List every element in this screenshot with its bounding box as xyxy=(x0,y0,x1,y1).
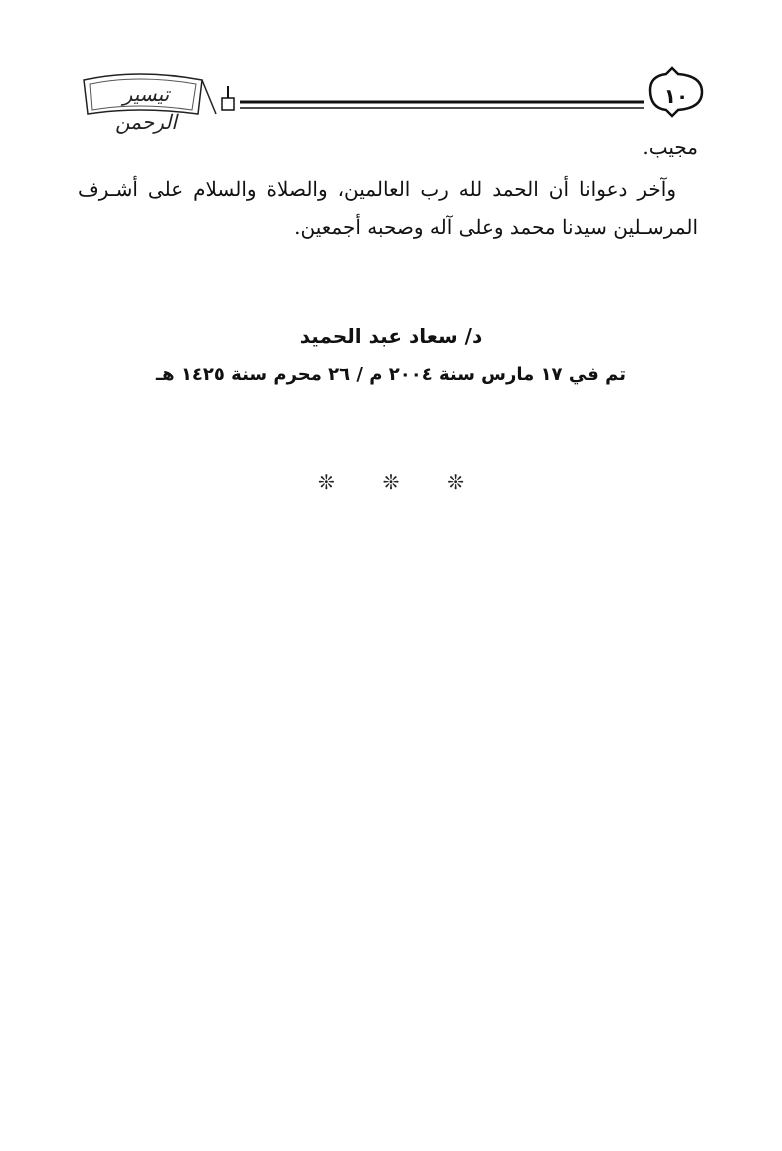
author-signature: د/ سعاد عبد الحميد xyxy=(299,324,483,348)
paragraph-closing-prayer: وآخر دعوانا أن الحمد لله رب العالمين، والصلاة والسلام على أشـرف المرسـلين سيدنا محمد وعلى آله وصحبه أجمعين. xyxy=(78,177,698,239)
book-title: تيسير الرحمن xyxy=(115,82,177,134)
ornament-star-icon: ❊ xyxy=(447,470,464,494)
completion-date: تم في ١٧ مارس سنة ٢٠٠٤ م / ٢٦ محرم سنة ١٤٢٥ هـ xyxy=(156,364,626,385)
paragraph-closing-word: مجيب. xyxy=(642,135,698,159)
section-end-ornament xyxy=(318,470,464,494)
ornament-star-icon: ❊ xyxy=(382,470,400,494)
ornament-star-icon: ❊ xyxy=(318,470,335,494)
page-header xyxy=(78,62,706,132)
page-number: ١٠ xyxy=(663,84,689,108)
